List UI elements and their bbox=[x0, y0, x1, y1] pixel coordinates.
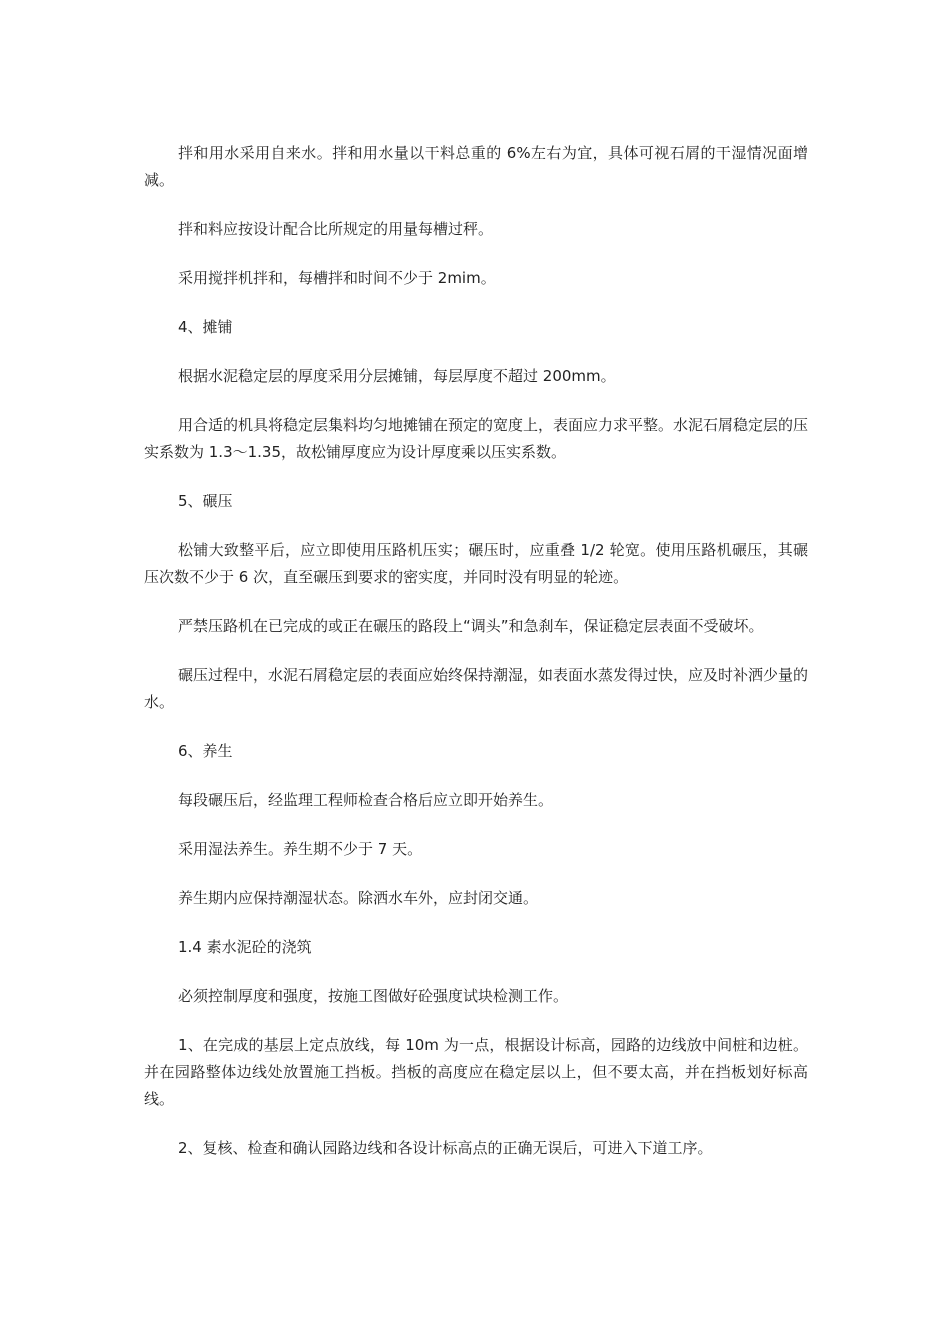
paragraph-keep-moist: 碾压过程中，水泥石屑稳定层的表面应始终保持潮湿，如表面水蒸发得过快，应及时补洒少量的水。 bbox=[144, 666, 809, 711]
paragraph-curing-traffic: 养生期内应保持潮湿状态。除洒水车外，应封闭交通。 bbox=[178, 889, 539, 907]
paragraph-rolling-prohibition: 严禁压路机在已完成的或正在碾压的路段上“调头”和急刹车，保证稳定层表面不受破坏。 bbox=[178, 617, 764, 635]
section-heading-curing: 6、养生 bbox=[178, 742, 233, 760]
paragraph-mixing-water: 拌和用水采用自来水。拌和用水量以干料总重的 6%左右为宜，具体可视石屑的干湿情况面增减。 bbox=[144, 144, 808, 189]
document-body bbox=[144, 140, 808, 1184]
paragraph-compaction-factor: 用合适的机具将稳定层集料均匀地摊铺在预定的宽度上，表面应力求平整。水泥石屑稳定层的压实系数为 1.3～1.35，故松铺厚度应为设计厚度乘以压实系数。 bbox=[144, 416, 809, 461]
paragraph-layout-lines: 1、在完成的基层上定点放线，每 10m 为一点，根据设计标高，园路的边线放中间桩和边桩。并在园路整体边线处放置施工挡板。挡板的高度应在稳定层以上，但不要太高，并在挡板划好标高线。 bbox=[144, 1036, 808, 1108]
paragraph-weighing: 拌和料应按设计配合比所规定的用量每槽过秤。 bbox=[178, 220, 494, 238]
paragraph-verification: 2、复核、检查和确认园路边线和各设计标高点的正确无误后，可进入下道工序。 bbox=[178, 1139, 713, 1157]
paragraph-thickness-strength: 必须控制厚度和强度，按施工图做好砼强度试块检测工作。 bbox=[178, 987, 569, 1005]
paragraph-curing-start: 每段碾压后，经监理工程师检查合格后应立即开始养生。 bbox=[178, 791, 554, 809]
paragraph-mixer-time: 采用搅拌机拌和，每槽拌和时间不少于 2mim。 bbox=[178, 269, 496, 287]
paragraph-layer-thickness: 根据水泥稳定层的厚度采用分层摊铺，每层厚度不超过 200mm。 bbox=[178, 367, 616, 385]
paragraph-rolling-method: 松铺大致整平后，应立即使用压路机压实；碾压时，应重叠 1/2 轮宽。使用压路机碾压，其碾压次数不少于 6 次，直至碾压到要求的密实度，并同时没有明显的轮迹。 bbox=[144, 541, 808, 586]
section-heading-paving: 4、摊铺 bbox=[178, 318, 233, 336]
section-heading-concrete-pouring: 1.4 素水泥砼的浇筑 bbox=[178, 938, 312, 956]
paragraph-curing-period: 采用湿法养生。养生期不少于 7 天。 bbox=[178, 840, 423, 858]
section-heading-rolling: 5、碾压 bbox=[178, 492, 233, 510]
